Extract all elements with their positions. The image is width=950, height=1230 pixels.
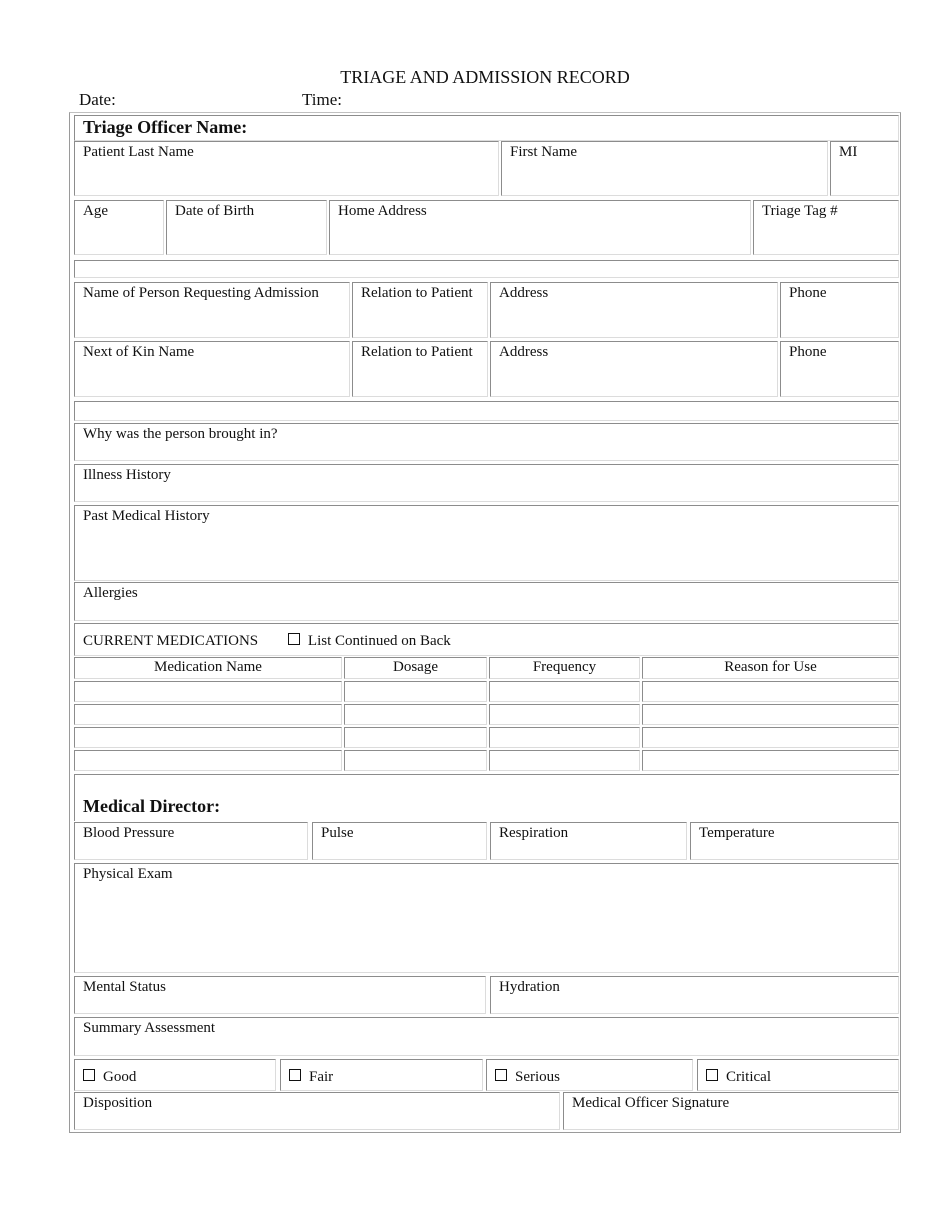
- med-col-reason-label: Reason for Use: [724, 659, 817, 675]
- requester-phone-label: Phone: [789, 285, 827, 301]
- med-row-1-dosage[interactable]: [344, 681, 487, 702]
- triage-officer-field[interactable]: [74, 115, 899, 141]
- kin-name-label: Next of Kin Name: [83, 344, 195, 360]
- allergies-label: Allergies: [83, 585, 138, 601]
- respiration-field[interactable]: [490, 822, 687, 860]
- current-medications-label: CURRENT MEDICATIONS: [83, 633, 259, 649]
- spacer-row: [74, 260, 899, 278]
- med-row-2-frequency[interactable]: [489, 704, 640, 725]
- mental-status-field[interactable]: [74, 976, 486, 1014]
- list-continued-label: List Continued on Back: [307, 633, 451, 649]
- med-col-dosage: [344, 657, 487, 679]
- med-row-2-reason[interactable]: [642, 704, 899, 725]
- mi-label: MI: [839, 144, 858, 160]
- checkbox-icon: [83, 1069, 95, 1081]
- requester-address-field[interactable]: [490, 282, 778, 338]
- medical-director-field[interactable]: [74, 774, 899, 821]
- current-medications-header: [74, 623, 899, 656]
- kin-relation-field[interactable]: [352, 341, 488, 397]
- page-title: TRIAGE AND ADMISSION RECORD: [340, 67, 630, 87]
- date-label: Date:: [79, 90, 116, 109]
- triage-tag-label: Triage Tag #: [762, 203, 838, 219]
- temperature-field[interactable]: [690, 822, 899, 860]
- med-row-3-frequency[interactable]: [489, 727, 640, 748]
- requester-name-field[interactable]: [74, 282, 350, 338]
- mi-field[interactable]: [830, 141, 899, 196]
- checkbox-icon: [706, 1069, 718, 1081]
- med-row-1-frequency[interactable]: [489, 681, 640, 702]
- dob-label: Date of Birth: [175, 203, 255, 219]
- blood-pressure-label: Blood Pressure: [83, 825, 175, 841]
- hydration-label: Hydration: [499, 979, 560, 995]
- condition-critical-label: Critical: [726, 1069, 771, 1085]
- age-label: Age: [83, 203, 108, 219]
- checkbox-icon: [289, 1069, 301, 1081]
- pulse-field[interactable]: [312, 822, 487, 860]
- physical-exam-field[interactable]: [74, 863, 899, 973]
- dob-field[interactable]: [166, 200, 327, 255]
- condition-good[interactable]: [74, 1059, 276, 1091]
- condition-fair-label: Fair: [309, 1069, 334, 1085]
- first-name-label: First Name: [510, 144, 578, 160]
- illness-history-field[interactable]: [74, 464, 899, 502]
- allergies-field[interactable]: [74, 582, 899, 621]
- med-row-4-reason[interactable]: [642, 750, 899, 771]
- temperature-label: Temperature: [699, 825, 775, 841]
- med-row-3-dosage[interactable]: [344, 727, 487, 748]
- why-brought-in-label: Why was the person brought in?: [83, 426, 278, 442]
- pulse-label: Pulse: [321, 825, 354, 841]
- requester-relation-label: Relation to Patient: [361, 285, 473, 301]
- med-row-4-dosage[interactable]: [344, 750, 487, 771]
- condition-good-label: Good: [103, 1069, 137, 1085]
- condition-serious-label: Serious: [515, 1069, 560, 1085]
- summary-assessment-label: Summary Assessment: [83, 1020, 216, 1036]
- home-address-label: Home Address: [338, 203, 427, 219]
- kin-phone-label: Phone: [789, 344, 827, 360]
- why-brought-in-field[interactable]: [74, 423, 899, 461]
- kin-relation-label: Relation to Patient: [361, 344, 473, 360]
- hydration-field[interactable]: [490, 976, 899, 1014]
- condition-critical[interactable]: [697, 1059, 899, 1091]
- med-row-1-reason[interactable]: [642, 681, 899, 702]
- spacer-row: [74, 401, 899, 421]
- med-col-frequency-label: Frequency: [532, 659, 597, 675]
- med-row-1-name[interactable]: [74, 681, 342, 702]
- checkbox-icon: [288, 633, 300, 645]
- blood-pressure-field[interactable]: [74, 822, 308, 860]
- med-row-2-dosage[interactable]: [344, 704, 487, 725]
- requester-address-label: Address: [499, 285, 549, 301]
- med-row-4-frequency[interactable]: [489, 750, 640, 771]
- med-col-frequency: [489, 657, 640, 679]
- age-field[interactable]: [74, 200, 164, 255]
- checkbox-icon: [495, 1069, 507, 1081]
- mental-status-label: Mental Status: [83, 979, 166, 995]
- patient-last-name-label: Patient Last Name: [83, 144, 194, 160]
- condition-fair[interactable]: [280, 1059, 483, 1091]
- med-col-dosage-label: Dosage: [393, 659, 438, 675]
- med-row-3-name[interactable]: [74, 727, 342, 748]
- requester-relation-field[interactable]: [352, 282, 488, 338]
- requester-phone-field[interactable]: [780, 282, 899, 338]
- list-continued-checkbox[interactable]: [288, 633, 451, 650]
- med-row-3-reason[interactable]: [642, 727, 899, 748]
- condition-serious[interactable]: [486, 1059, 693, 1091]
- summary-assessment-field[interactable]: [74, 1017, 899, 1056]
- med-col-reason: [642, 657, 899, 679]
- med-col-name-label: Medication Name: [154, 659, 262, 675]
- home-address-field[interactable]: [329, 200, 751, 255]
- med-row-2-name[interactable]: [74, 704, 342, 725]
- disposition-field[interactable]: [74, 1092, 560, 1130]
- triage-tag-field[interactable]: [753, 200, 899, 255]
- kin-phone-field[interactable]: [780, 341, 899, 397]
- past-medical-history-label: Past Medical History: [83, 508, 210, 524]
- requester-name-label: Name of Person Requesting Admission: [83, 285, 319, 301]
- med-col-name: [74, 657, 342, 679]
- signature-field[interactable]: [563, 1092, 899, 1130]
- first-name-field[interactable]: [501, 141, 828, 196]
- kin-address-field[interactable]: [490, 341, 778, 397]
- medical-director-label: Medical Director:: [83, 796, 221, 816]
- time-label: Time:: [302, 90, 343, 109]
- respiration-label: Respiration: [499, 825, 569, 841]
- kin-name-field[interactable]: [74, 341, 350, 397]
- physical-exam-label: Physical Exam: [83, 866, 173, 882]
- kin-address-label: Address: [499, 344, 549, 360]
- med-row-4-name[interactable]: [74, 750, 342, 771]
- signature-label: Medical Officer Signature: [572, 1095, 730, 1111]
- past-medical-history-field[interactable]: [74, 505, 899, 581]
- patient-last-name-field[interactable]: [74, 141, 499, 196]
- disposition-label: Disposition: [83, 1095, 153, 1111]
- illness-history-label: Illness History: [83, 467, 171, 483]
- triage-officer-label: Triage Officer Name:: [83, 117, 248, 137]
